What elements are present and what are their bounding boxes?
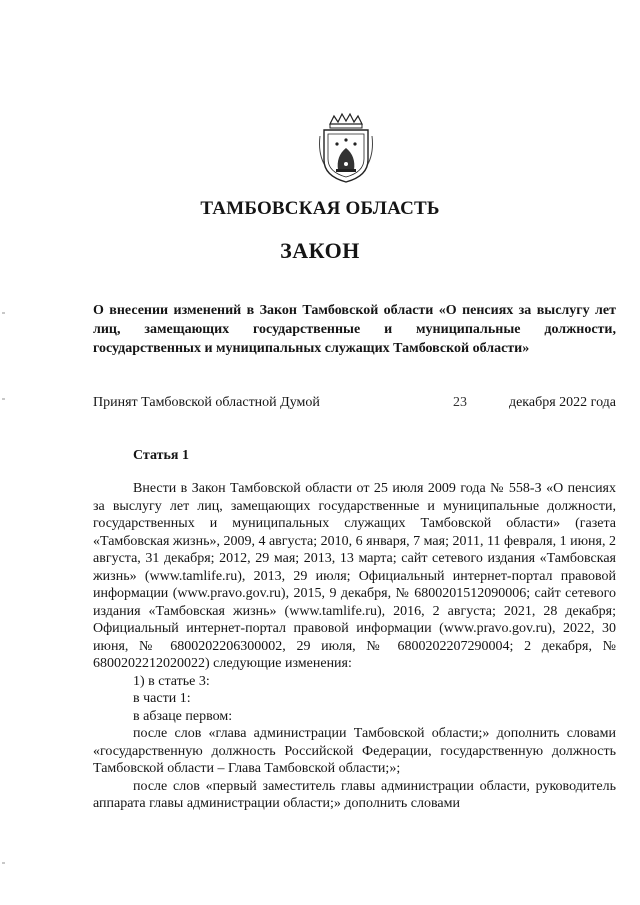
paragraph: в абзаце первом:	[133, 708, 233, 724]
scan-margin-mark	[2, 398, 5, 400]
scan-margin-mark	[2, 312, 5, 314]
paragraph: в части 1:	[133, 691, 191, 706]
article-title: Статья 1	[133, 448, 189, 463]
scan-margin-mark	[2, 862, 5, 864]
paragraph: после слов «глава администрации Тамбовской области;» дополнить словами «государственную должность Российской Федерации, государственную должность Тамбовской области – Глава Тамбовской области;»;	[93, 726, 616, 776]
article-body	[93, 480, 616, 813]
tambov-coat-of-arms-icon	[316, 112, 376, 184]
adoption-line	[93, 393, 616, 412]
paragraph: Внести в Закон Тамбовской области от 25 июля 2009 года № 558-З «О пенсиях за выслугу лет лиц, замещающих государственные и муниципальные должности, государственных и муниципальных служащих Тамбовской области» (газета «Тамбовская жизнь», 2009, 4 августа; 2010, 6 января, 7 мая; 2011, 11 февраля, 1 июня, 2 августа, 31 декабря; 2012, 29 мая; 2013, 13 марта; сайт сетевого издания «Тамбовская жизнь» (www.tamlife.ru), 2013, 29 июля; Официальный интернет-портал правовой информации (www.pravo.gov.ru), 2015, 9 декабря, № 6800201512090006; сайт сетевого издания «Тамбовская жизнь» (www.tamlife.ru), 2016, 2 августа; 2021, 28 декабря; Официальный интернет-портал правовой информации (www.pravo.gov.ru), 2022, 30 июня, № 6800202206300002, 29 июля, № 6800202207290004; 2 декабря, № 6800202212020022) следующие изменения:	[93, 481, 616, 671]
law-subject: О внесении изменений в Закон Тамбовской области «О пенсиях за выслугу лет лиц, замещающих государственные и муниципальные должности, государственных и муниципальных служащих Тамбовской области»	[93, 303, 616, 356]
document-type-title: ЗАКОН	[280, 238, 360, 263]
adoption-day: 23	[453, 395, 467, 410]
region-title: ТАМБОВСКАЯ ОБЛАСТЬ	[200, 198, 440, 219]
paragraph: 1) в статье 3:	[133, 673, 210, 689]
adoption-month-year: декабря 2022 года	[508, 395, 616, 410]
paragraph: после слов «первый заместитель главы администрации области, руководитель аппарата главы администрации области;» дополнить словами	[93, 778, 616, 811]
adoption-label: Принят Тамбовской областной Думой	[93, 395, 320, 410]
